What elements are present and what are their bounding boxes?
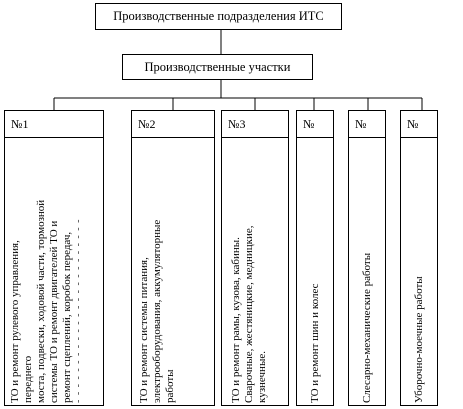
- section-1-line-3: моста, подвески, ходовой части, тормозной: [35, 199, 47, 403]
- section-3-box: [221, 110, 289, 406]
- section-4-line-1: ТО и ремонт шин и колес: [309, 283, 321, 403]
- section-4-text: [309, 284, 322, 404]
- section-2-text: [138, 220, 177, 403]
- section-2-line-2: электрооборудования, аккумуляторные: [151, 219, 163, 403]
- production-sections-box: [122, 54, 313, 80]
- section-2-line-1: ТО и ремонт системы питания,: [138, 257, 150, 403]
- section-3-text: [230, 226, 269, 403]
- section-1-line-4: системы ТО и ремонт двигателей ТО и: [48, 220, 60, 403]
- section-1-text: [9, 200, 83, 403]
- section-6-text: [413, 276, 426, 403]
- section-6-body: [401, 138, 437, 405]
- section-1-line-2: переднего: [22, 355, 34, 403]
- section-4-box: [296, 110, 334, 406]
- section-1-line-5: ремонт сцеплений, коробок передач,: [61, 231, 73, 403]
- section-5-body: [349, 138, 385, 405]
- section-4-header: №: [297, 111, 333, 138]
- section-1-line-1: ТО и ремонт рулевого управления,: [9, 240, 21, 403]
- section-2-box: [131, 110, 215, 406]
- section-5-line-1: Слесарно-механические работы: [361, 252, 373, 403]
- section-2-line-3: работы: [164, 369, 176, 403]
- section-5-box: [348, 110, 386, 406]
- section-6-line-1: Уборочно-моечные работы: [413, 276, 425, 403]
- section-2-body: [132, 138, 214, 405]
- section-1-header: №1: [5, 111, 103, 138]
- section-3-body: [222, 138, 288, 405]
- section-6-header: №: [401, 111, 437, 138]
- section-1-box: [4, 110, 104, 406]
- section-1-body: [5, 138, 103, 405]
- section-3-header: №3: [222, 111, 288, 138]
- section-5-header: №: [349, 111, 385, 138]
- section-1-truncated-line: - - - - - - - - - - - - - - - - - - - - - - - -: [73, 218, 84, 403]
- its-production-units-label: Производственные подразделения ИТС: [113, 9, 324, 23]
- its-production-units-box: [95, 3, 342, 30]
- production-sections-label: Производственные участки: [144, 59, 291, 74]
- section-3-line-1: ТО и ремонт рамы, кузова, кабины.: [230, 237, 242, 403]
- section-5-text: [361, 253, 374, 403]
- section-2-header: №2: [132, 111, 214, 138]
- section-3-line-3: кузнечные.: [256, 351, 268, 403]
- section-3-line-2: Сварочные, жестяницкие, медницкие,: [243, 225, 255, 403]
- section-4-body: [297, 138, 333, 405]
- section-6-box: [400, 110, 438, 406]
